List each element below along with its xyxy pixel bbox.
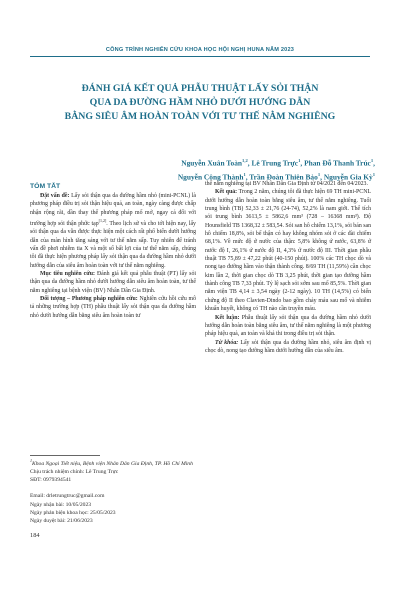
summary-heading: TÓM TẮT bbox=[30, 183, 61, 190]
methods-continuation: thế nằm nghiêng tại BV Nhân Dân Gia Định từ 04/2021 đến 04/2023. bbox=[205, 181, 368, 187]
author-affiliation-mark: 1 bbox=[243, 171, 246, 177]
author-affiliation-mark: 1 bbox=[372, 171, 375, 177]
email-address: Email: drletrungtruc@gmail.com bbox=[30, 493, 105, 500]
background-text-cont: . Theo lịch sử và cho tới hiện nay, lấy sỏi thận qua da vẫn được thực hiện một cách rất phổ biến dưới hướng dẫn của màn hình tăng sáng với tư thế nằm sấp. Tuy nhiên để tránh vấn đề phơi nhiễm tia X và một số bất lợi của tư thế nằm sấp, chúng tôi đã thực hiện phương pháp lấy sỏi thận qua da đường hầm nhỏ dưới hướng dẫn của siêu âm hoàn toàn với tư thế nằm nghiêng. bbox=[30, 220, 196, 269]
author-name: Lê Trung Trực bbox=[251, 158, 299, 168]
background-paragraph bbox=[30, 192, 196, 270]
author-name: Nguyễn Công Thành bbox=[177, 172, 244, 182]
date-reviewed: Ngày phản biện khoa học: 25/05/2023 bbox=[30, 509, 116, 516]
right-column bbox=[205, 180, 371, 355]
page-number: 184 bbox=[30, 532, 40, 539]
methods-label: Đối tượng – Phương pháp nghiên cứu: bbox=[40, 296, 138, 303]
objective-paragraph bbox=[30, 270, 196, 295]
footnote-spacer bbox=[30, 484, 196, 492]
conclusion-label: Kết luận: bbox=[215, 314, 240, 321]
title-line-3: BẰNG SIÊU ÂM HOÀN TOÀN VỚI TƯ THẾ NẰM NGHIÊNG bbox=[64, 111, 336, 122]
author-name: Nguyễn Xuân Toàn bbox=[181, 158, 243, 168]
methods-paragraph bbox=[30, 295, 196, 320]
author-line-1: Nguyễn Xuân Toàn$^{1,2}$, Lê Trung Trực$^1$, Phan Đỗ Thanh Trúc$^1$, bbox=[181, 158, 375, 168]
title-line-1: ĐÁNH GIÁ KẾT QUẢ PHẪU THUẬT LẤY SỎI THẬN bbox=[81, 83, 319, 94]
journal-header-text: CÔNG TRÌNH NGHIÊN CỨU KHOA HỌC HỘI NGHỊ HUNA NĂM 2023 bbox=[105, 47, 295, 53]
results-paragraph bbox=[205, 188, 371, 313]
journal-header bbox=[0, 47, 400, 60]
author-affiliation-mark: 1 bbox=[298, 158, 301, 163]
results-label: Kết quả: bbox=[215, 189, 238, 196]
keywords-text: Lấy sỏi thận qua da đường hầm nhỏ, siêu âm định vị chọc dò, nong tạo đường hầm dưới hướng dẫn của siêu âm. bbox=[205, 339, 372, 354]
keywords-label: Từ khóa: bbox=[215, 339, 239, 346]
date-received: Ngày nhận bài: 10/05/2023 bbox=[30, 501, 92, 508]
author-line-2: Nguyễn Công Thành$^1$, Trần Đoàn Thiên Bảo$^1$, Nguyễn Gia Kỳ$^1$ bbox=[177, 171, 375, 182]
author-affiliation-mark: 1,2 bbox=[242, 158, 248, 163]
conclusion-text: Phẫu thuật lấy sỏi thận qua da đường hầm nhỏ dưới hướng dẫn hoàn toàn bằng siêu âm, tư thế nằm nghiêng là một phương pháp hiệu quả, an toàn và khả thi trong điều trị sỏi thận. bbox=[205, 314, 371, 338]
title-line-2: QUA DA ĐƯỜNG HẦM NHỎ DƯỚI HƯỚNG DẪN bbox=[89, 97, 311, 108]
author-affiliation-mark: 1 bbox=[370, 158, 374, 163]
affiliation-text: Khoa Ngoại Tiết niệu, Bệnh viện Nhân Dân Gia Định, TP. Hồ Chí Minh bbox=[32, 460, 193, 467]
author-list bbox=[90, 155, 375, 183]
header-divider bbox=[30, 56, 370, 57]
author-name: Nguyễn Gia Kỳ bbox=[323, 172, 373, 182]
phone-number: SĐT: 0979394541 bbox=[30, 477, 72, 484]
keywords-paragraph bbox=[205, 339, 371, 356]
affiliation-mark: 1 bbox=[30, 458, 32, 463]
objective-label: Mục tiêu nghiên cứu: bbox=[40, 271, 95, 278]
results-text: Trong 2 năm, chúng tôi đã thực hiện 69 TH mini-PCNL dưới hướng dẫn hoàn toàn bằng siêu âm, tư thế nằm nghiêng. Tuổi trung bình (TB) 52,33 ± 21,76 (24-74), 52,2% là nam giới. Thể tích sỏi trung bình 3613,5 ± 5862,6 mm³ (728 – 16368 mm³). Độ Hounsfield TB 1368,32 ± 583,54. Sỏi san hô chiếm 13,1%, sỏi bán san hô chiếm 18,8%, sỏi bể thận có hay không nhóm sỏi ở các đài chiếm 68,1%. Về mức độ ứ nước của thận: 5,8% không ứ nước, 63,8% ứ nước độ I, 26,1% ứ nước độ II, 4,3% ứ nước độ III. Thời gian phẫu thuật TB 75,89 ± 47,22 phút (40-150 phút). 100% các TH chọc dò và nong tạo đường hầm vào thận thành công. 8/69 TH (11,59%) cần chọc kim lần 2, thời gian chọc dò TB 3,25 phút, thời gian tạo đường hầm thành công TB 7,33 phút. Tỷ lệ sạch sỏi sớm sau mổ 85,5%. Thời gian nằm viện TB 4,14 ± 3,54 ngày (2-12 ngày). 10 TH (14,5%) có biến chứng độ II theo Clavien-Dindo bao gồm chảy máu sau mổ và nhiễm khuẩn huyết, không có TH nào cần truyền máu. bbox=[205, 189, 371, 313]
date-accepted: Ngày duyệt bài: 21/06/2023 bbox=[30, 518, 93, 525]
conclusion-paragraph bbox=[205, 314, 371, 339]
background-label: Đặt vấn đề: bbox=[40, 193, 70, 199]
article-title bbox=[40, 82, 360, 124]
left-column bbox=[30, 180, 196, 320]
objective-text: Đánh giá kết quả phẫu thuật (PT) lấy sỏi thận qua da đường hầm nhỏ dưới hướng dẫn siêu âm hoàn toàn, tư thế nằm nghiêng tại bệnh viện (BV) Nhân Dân Gia Định. bbox=[30, 271, 196, 294]
citation-mark: [1,2] bbox=[98, 218, 107, 224]
affiliation-note bbox=[30, 457, 196, 468]
author-name: Phan Đỗ Thanh Trúc bbox=[304, 158, 371, 168]
author-affiliation-mark: 1 bbox=[317, 171, 321, 177]
author-name: Trần Đoàn Thiên Bảo bbox=[249, 172, 318, 182]
methods-text: Nghiên cứu hồi cứu mô tả những trường hợp (TH) phẫu thuật lấy sỏi thận qua da đường hầm nhỏ dưới hướng dẫn bằng siêu âm hoàn toàn tư bbox=[30, 296, 197, 319]
footnote-divider bbox=[30, 455, 100, 456]
corresponding-author: Chịu trách nhiệm chính: Lê Trung Trực bbox=[30, 469, 119, 476]
footnote-block bbox=[30, 457, 196, 525]
background-text: Lấy sỏi thận qua da đường hầm nhỏ (mini-PCNL) là phương pháp điều trị sỏi thận hiệu quả, an toàn, ngày càng được chấp nhận rộng rãi, dần thay thế phương pháp mổ mở, ngay cả đối với trường hợp sỏi thận phức tạp bbox=[30, 193, 196, 227]
